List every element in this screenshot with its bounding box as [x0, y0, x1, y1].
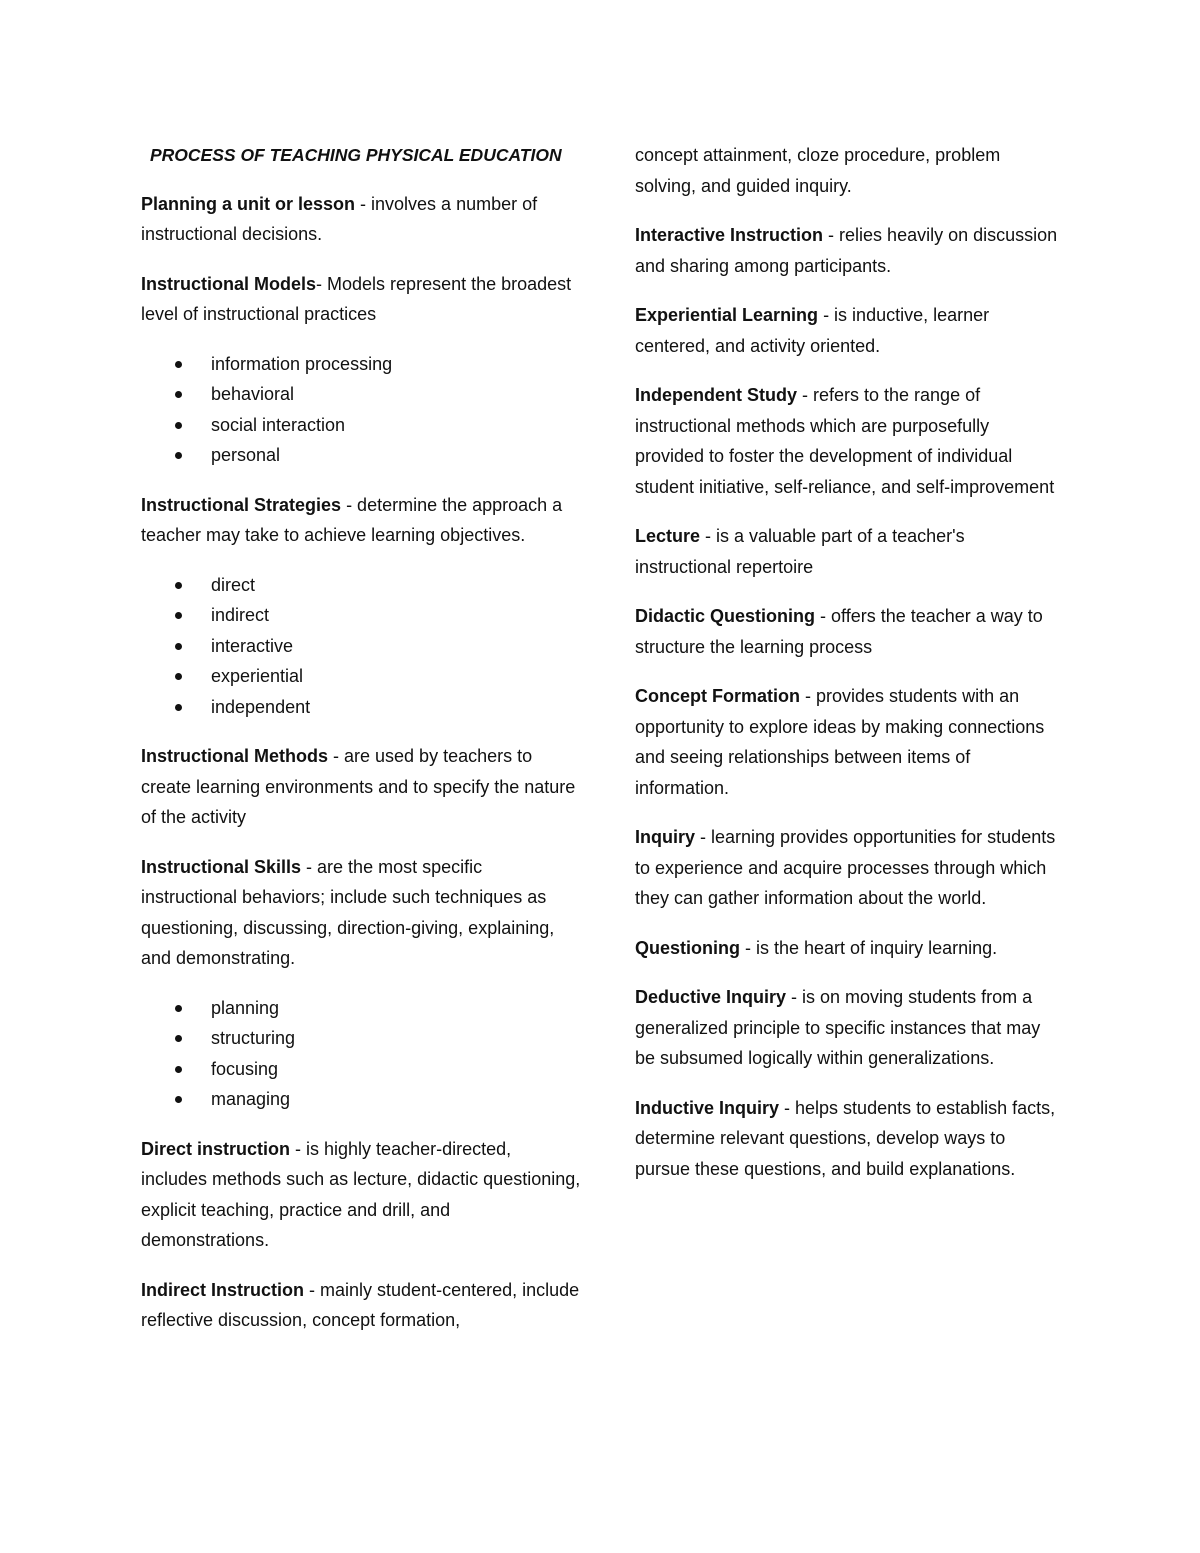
list-item: independent [141, 692, 581, 723]
list-item: direct [141, 570, 581, 601]
definition-independent: - refers to the range of instructional methods which are purposefully provided to foster the development of individual student initiative, self-reliance, and self-improvement [635, 385, 1055, 497]
definition-lecture: - is a valuable part of a teacher's instructional repertoire [635, 526, 965, 577]
definition-questioning: - is the heart of inquiry learning. [740, 937, 998, 958]
definition-interactive: - relies heavily on discussion and sharing among participants. [635, 225, 1058, 276]
models-list [141, 349, 581, 471]
definition-experiential: - is inductive, learner centered, and activity oriented. [635, 305, 990, 356]
list-item: social interaction [141, 410, 581, 441]
term-didactic: Didactic Questioning [635, 606, 816, 626]
paragraph-inquiry [635, 822, 1060, 914]
paragraph-interactive [635, 220, 1060, 281]
bullet-icon [175, 673, 182, 680]
paragraph-deductive [635, 982, 1060, 1074]
definition-planning: - involves a number of instructional decisions. [141, 193, 538, 244]
term-interactive: Interactive Instruction [635, 225, 824, 245]
definition-inquiry: - learning provides opportunities for students to experience and acquire processes through which they can gather information about the world. [635, 827, 1056, 908]
paragraph-lecture [635, 521, 1060, 582]
bullet-icon [175, 643, 182, 650]
term-inductive: Inductive Inquiry [635, 1097, 780, 1118]
definition-skills: - are the most specific instructional behaviors; include such techniques as questioning, discussing, direction-giving, explaining, and demonstrating. [141, 856, 555, 968]
definition-concept: - provides students with an opportunity to explore ideas by making connections and seeing relationships between items of information. [635, 686, 1045, 798]
list-item: focusing [141, 1054, 581, 1085]
paragraph-continuation: concept attainment, cloze procedure, problem solving, and guided inquiry. [635, 145, 1001, 196]
strategies-list [141, 570, 581, 723]
paragraph-strategies [141, 490, 581, 551]
term-inquiry: Inquiry [635, 827, 696, 847]
paragraph-direct [141, 1134, 581, 1256]
list-item: planning [141, 993, 581, 1024]
definition-models: - Models represent the broadest level of instructional practices [141, 273, 572, 324]
term-direct: Direct instruction [141, 1138, 291, 1159]
list-item: behavioral [141, 379, 581, 410]
definition-deductive: - is on moving students from a generalized principle to specific instances that may be subsumed logically within generalizations. [635, 987, 1041, 1068]
bullet-icon [175, 1005, 182, 1012]
bullet-icon [175, 1035, 182, 1042]
term-indirect: Indirect Instruction [141, 1279, 305, 1300]
bullet-icon [175, 452, 182, 459]
paragraph-skills [141, 852, 581, 974]
skills-list [141, 993, 581, 1115]
paragraph-methods [141, 741, 581, 833]
term-deductive: Deductive Inquiry [635, 987, 787, 1007]
list-item: information processing [141, 349, 581, 380]
paragraph-experiential [635, 300, 1060, 361]
definition-didactic: - offers the teacher a way to structure the learning process [635, 606, 1043, 657]
paragraph-independent [635, 380, 1060, 502]
term-concept: Concept Formation [635, 686, 800, 706]
list-item: indirect [141, 600, 581, 631]
list-item: managing [141, 1084, 581, 1115]
bullet-icon [175, 361, 182, 368]
definition-indirect: - mainly student-centered, include reflective discussion, concept formation, [141, 1279, 580, 1330]
paragraph-indirect [141, 1275, 581, 1336]
term-models: Instructional Models [141, 273, 317, 294]
list-item: experiential [141, 661, 581, 692]
paragraph-didactic [635, 601, 1060, 662]
list-item: interactive [141, 631, 581, 662]
definition-inductive: - helps students to establish facts, determine relevant questions, develop ways to pursue these questions, and build explanations. [635, 1097, 1056, 1179]
definition-direct: - is highly teacher-directed, includes methods such as lecture, didactic questioning, explicit teaching, practice and drill, and demonstrations. [141, 1138, 581, 1250]
bullet-icon [175, 391, 182, 398]
page-title: PROCESS OF TEACHING PHYSICAL EDUCATION [150, 145, 562, 165]
bullet-icon [175, 612, 182, 619]
list-item: structuring [141, 1023, 581, 1054]
term-strategies: Instructional Strategies [141, 494, 342, 515]
definition-methods: - are used by teachers to create learning environments and to specify the nature of the activity [141, 746, 576, 827]
term-questioning: Questioning [635, 937, 740, 958]
list-item: personal [141, 440, 581, 471]
bullet-icon [175, 582, 182, 589]
left-column [141, 140, 581, 1355]
bullet-icon [175, 1096, 182, 1103]
term-methods: Instructional Methods [141, 746, 329, 766]
bullet-icon [175, 1066, 182, 1073]
right-column [635, 140, 1060, 1203]
term-skills: Instructional Skills [141, 856, 302, 877]
paragraph-inductive [635, 1093, 1060, 1185]
term-planning: Planning a unit or lesson [141, 193, 356, 214]
bullet-icon [175, 704, 182, 711]
paragraph-questioning [635, 933, 1060, 964]
bullet-icon [175, 422, 182, 429]
term-experiential: Experiential Learning [635, 305, 819, 325]
term-independent: Independent Study [635, 385, 797, 405]
paragraph-planning [141, 189, 581, 250]
definition-strategies: - determine the approach a teacher may take to achieve learning objectives. [141, 494, 563, 545]
paragraph-concept [635, 681, 1060, 803]
term-lecture: Lecture [635, 526, 701, 546]
paragraph-models [141, 269, 581, 330]
